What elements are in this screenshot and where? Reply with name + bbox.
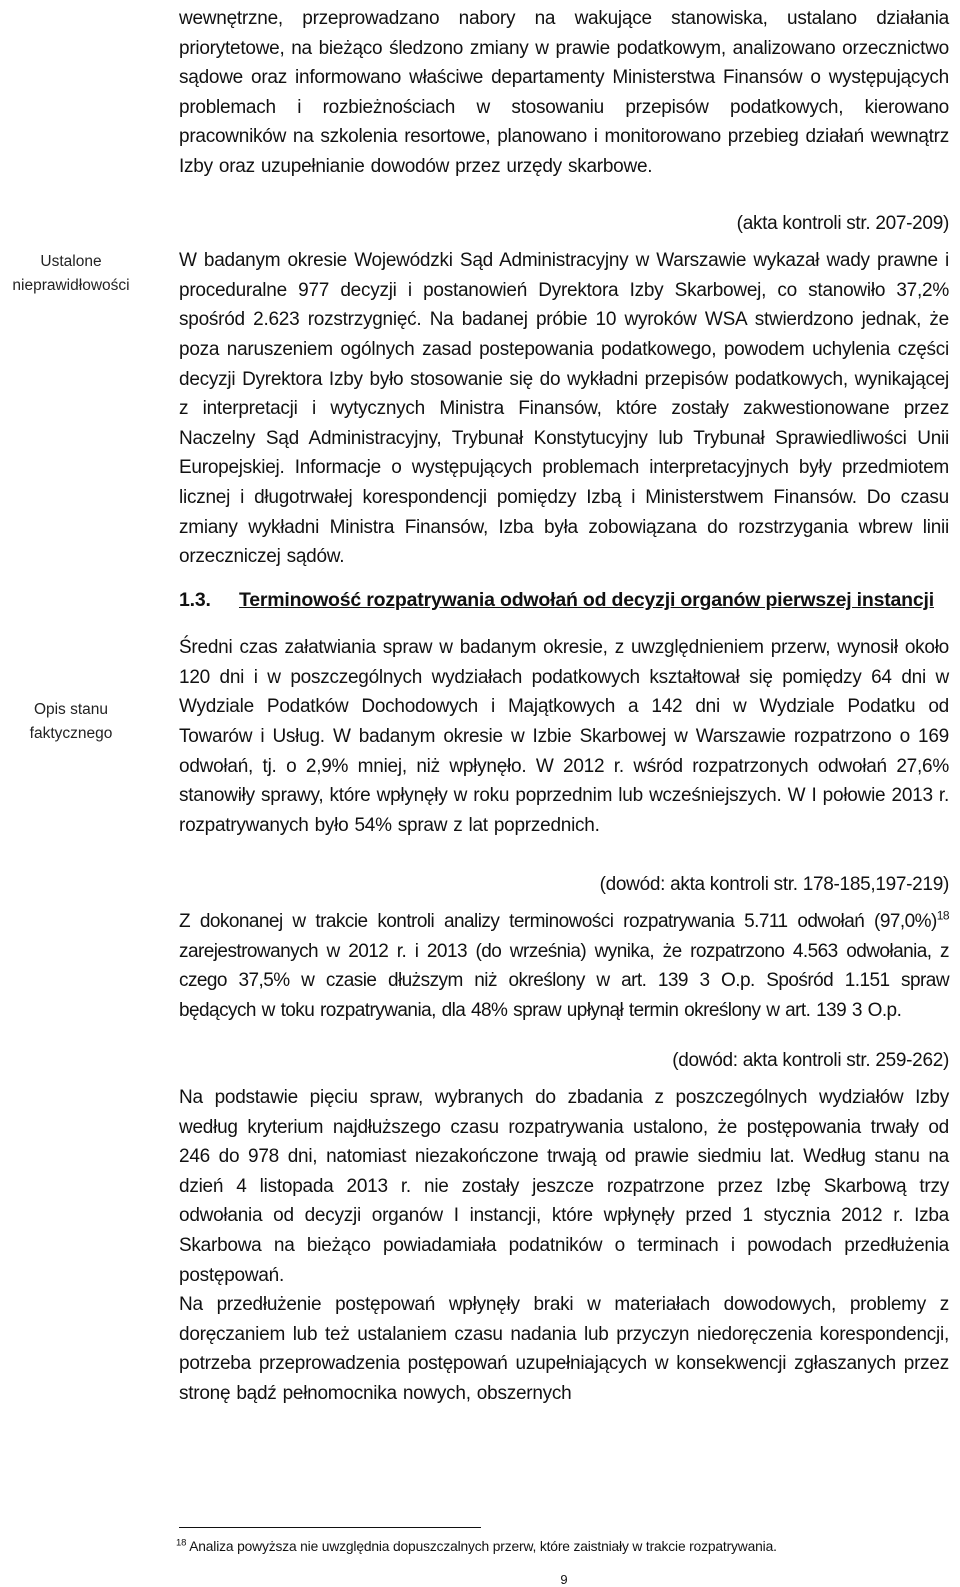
margin-note-opis-stanu xyxy=(0,698,142,746)
document-body xyxy=(179,4,949,1409)
page-number: 9 xyxy=(560,1572,568,1587)
footnote-marker: 18 xyxy=(176,1537,187,1549)
paragraph-piec-spraw: Na podstawie pięciu spraw, wybranych do zbadania z poszczególnych wydziałów Izby według kryterium najdłuższego czasu rozpatrywania ustalono, że postępowania trwały od 246 do 978 dni, natomiast niezakończone trwają od prawie siedmiu lat. Według stanu na dzień 4 listopada 2013 r. nie zostały jeszcze rozpatrzone przez Izbę Skarbową trzy odwołania od decyzji organów I instancji, które wpłynęły przed 1 stycznia 2012 r. Izba Skarbowa na bieżąco powiadamiała podatników o terminach i powodach przedłużenia postępowań. xyxy=(179,1087,949,1286)
text-fragment: zarejestrowanych w 2012 r. i 2013 (do września) wynika, że rozpatrzono 4.563 odwołania, z czego 37,5% w czasie dłuższym niż określony w art. 139 3 O.p. Spośród 1.151 spraw będących w toku rozpatrywania, dla 48% spraw upłynął termin określony w art. 139 3 O.p. xyxy=(179,940,949,1021)
text-fragment: Z dokonanej w trakcie kontroli analizy terminowości rozpatrywania 5.711 odwołań (97,0%) xyxy=(179,911,937,933)
margin-note-line: nieprawidłowości xyxy=(12,277,130,294)
footnote-separator xyxy=(179,1527,481,1528)
footnote-text: Analiza powyższa nie uwzględnia dopuszczalnych przerw, które zaistniały w trakcie rozpatrywania. xyxy=(186,1539,777,1554)
footnote-18 xyxy=(176,1538,777,1556)
paragraph-wsa: W badanym okresie Wojewódzki Sąd Administracyjny w Warszawie wykazał wady prawne i proceduralne 977 decyzji i postanowień Dyrektora Izby Skarbowej, co stanowiło 37,2% spośród 2.623 rozstrzygnięć. Na badanej próbie 10 wyroków WSA stwierdzono jednak, że poza naruszeniem ogólnych zasad postepowania podatkowego, powodem uchylenia części decyzji Dyrektora Izby było stosowanie się do wykładni przepisów podatkowych, wynikającej z interpretacji i wytycznych Ministra Finansów, które zostały zakwestionowane przez Naczelny Sąd Administracyjny, Trybunał Konstytucyjny lub Trybunał Sprawiedliwości Unii Europejskiej. Informacje o występujących problemach interpretacyjnych były przedmiotem licznej i długotrwałej korespondencji pomiędzy Izbą i Ministerstwem Finansów. Do czasu zmiany wykładni Ministra Finansów, Izba była zobowiązana do rozstrzygania wbrew linii orzeczniczej sądów. xyxy=(179,250,949,568)
citation-dowod-178-219: (dowód: akta kontroli str. 178-185,197-219) xyxy=(599,874,949,896)
paragraph-przedluzenie: Na przedłużenie postępowań wpłynęły braki w materiałach dowodowych, problemy z doręczaniem lub też ustalaniem czasu nadania lub przyczyn niedoręczenia korespondencji, potrzeba przeprowadzenia postępowań uzupełniających w konsekwencji zgłaszanych przez stronę bądź pełnomocnika nowych, obszernych xyxy=(179,1294,949,1404)
paragraph-analiza-terminowosci xyxy=(179,907,949,1025)
margin-note-line: Ustalone xyxy=(40,253,102,270)
margin-note-line: Opis stanu xyxy=(33,701,109,718)
paragraph-intro: wewnętrzne, przeprowadzano nabory na wakujące stanowiska, ustalano działania priorytetowe, na bieżąco śledzono zmiany w prawie podatkowym, analizowano orzecznictwo sądowe oraz informowano właściwe departamenty Ministerstwa Finansów o występujących problemach i rozbieżnościach w stosowaniu przepisów podatkowych, kierowano pracowników na szkolenia resortowe, planowano i monitorowano przebieg działań wewnątrz Izby oraz uzupełnianie dowodów przez urzędy skarbowe. xyxy=(179,8,949,177)
footnote-reference: 18 xyxy=(936,908,949,923)
section-title: Terminowość rozpatrywania odwołań od decyzji organów pierwszej instancji xyxy=(239,588,934,611)
margin-note-ustalone-nieprawidlowosci xyxy=(0,250,142,298)
margin-note-line: faktycznego xyxy=(29,725,113,742)
section-number: 1.3. xyxy=(179,588,211,611)
citation-akta-207-209: (akta kontroli str. 207-209) xyxy=(736,212,949,234)
citation-dowod-259-262: (dowód: akta kontroli str. 259-262) xyxy=(672,1050,949,1072)
paragraph-sredni-czas: Średni czas załatwiania spraw w badanym okresie, z uwzględnieniem przerw, wynosił około 120 dni i w poszczególnych wydziałach podatkowych kształtował się pomiędzy 64 dni w Wydziale Podatków Dochodowych i Majątkowych a 142 dni w Wydziale Podatku od Towarów i Usług. W badanym okresie w Izbie Skarbowej w Warszawie rozpatrzono o 169 odwołań, tj. o 2,9% mniej, niż wpłynęło. W 2012 r. wśród rozpatrzonych odwołań 27,6% stanowiły sprawy, które wpłynęły w roku poprzednim lub wcześniejszych. W I połowie 2013 r. rozpatrywanych było 54% spraw z lat poprzednich. xyxy=(179,637,949,836)
section-heading-1-3 xyxy=(179,586,949,616)
